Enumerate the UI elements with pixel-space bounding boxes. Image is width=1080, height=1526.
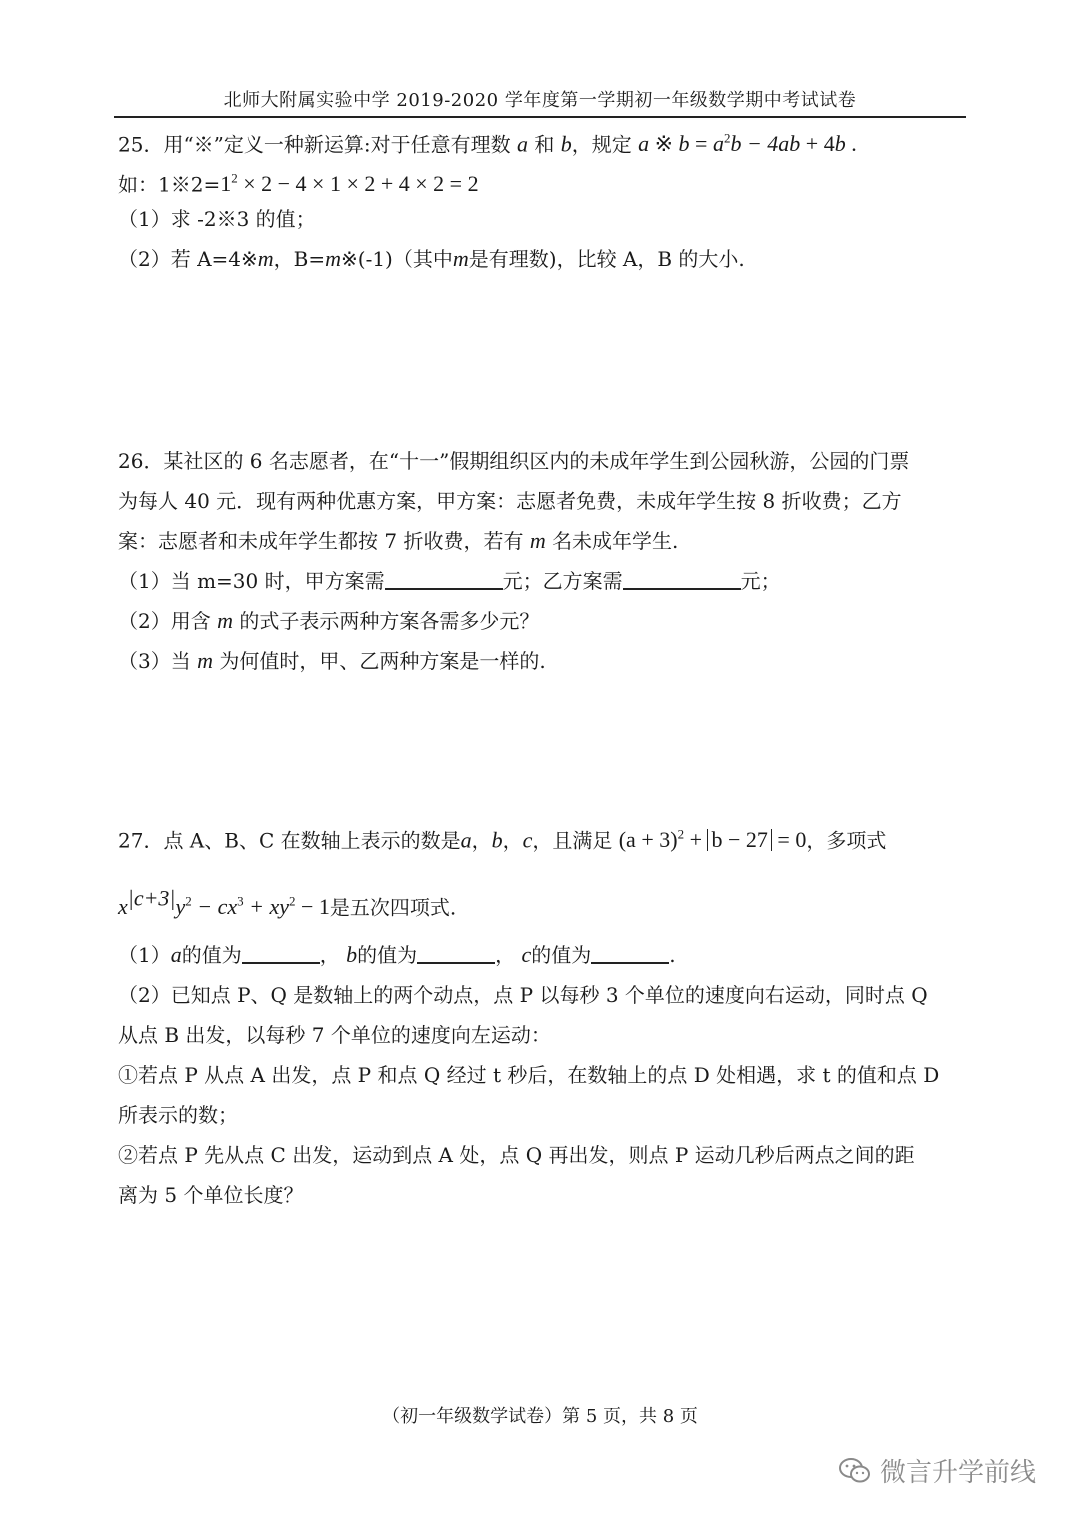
q26-stem-line1: 26．某社区的 6 名志愿者，在“十一”假期组织区内的未成年学生到公园秋游，公园的门票: [118, 449, 910, 473]
q26-part3: （3）当 m 为何值时，甲、乙两种方案是一样的.: [118, 648, 546, 673]
q26-stem-line2: 为每人 40 元．现有两种优惠方案，甲方案：志愿者免费，未成年学生按 8 折收费；乙方: [118, 489, 902, 513]
q27-case1-line2: 所表示的数；: [118, 1103, 238, 1127]
q27-case2-line2: 离为 5 个单位长度？: [118, 1183, 304, 1207]
q25-part2: （2）若 A=4※m，B=m※(-1)（其中m是有理数)，比较 A，B 的大小.: [118, 246, 745, 271]
answer-blank[interactable]: [623, 568, 741, 590]
q26-stem-line3: 案：志愿者和未成年学生都按 7 折收费，若有 m 名未成年学生.: [118, 528, 679, 553]
answer-blank[interactable]: [385, 568, 503, 590]
q27-case2-line1: ②若点 P 先从点 C 出发，运动到点 A 处，点 Q 再出发，则点 P 运动几秒后两点之间的距: [118, 1143, 915, 1167]
q26-part1: （1）当 m=30 时，甲方案需 元；乙方案需 元；: [118, 569, 781, 593]
page-header: 北师大附属实验中学 2019-2020 学年度第一学期初一年级数学期中考试试卷: [114, 86, 966, 118]
watermark-text: 微言升学前线: [880, 1458, 1037, 1488]
q27-part2-line2: 从点 B 出发，以每秒 7 个单位的速度向左运动：: [118, 1023, 551, 1047]
q25-part1: （1）求 -2※3 的值；: [118, 207, 316, 231]
q27-part1: （1）a的值为 ， b的值为 ， c的值为 .: [118, 942, 676, 967]
q27-polynomial: $x^{|c+3|}y^2 - cx^3 + xy^2 - 1$是五次四项式.: [118, 886, 457, 920]
answer-blank[interactable]: [591, 942, 669, 964]
q25-stem: 25．用“※”定义一种新运算:对于任意有理数 a 和 b，规定 a ※ $b = a^2b - 4ab + 4b$ .: [118, 131, 857, 157]
q27-stem-line1: 27．点 A、B、C 在数轴上表示的数是a，b，c，且满足 $(a + 3)^2 + b - 27 = 0$，多项式: [118, 827, 887, 853]
answer-blank[interactable]: [242, 942, 320, 964]
q26-part2: （2）用含 m 的式子表示两种方案各需多少元？: [118, 608, 540, 633]
q27-case1-line1: ①若点 P 从点 A 出发，点 P 和点 Q 经过 t 秒后，在数轴上的点 D 处相遇，求 t 的值和点 D: [118, 1063, 940, 1087]
q25-example: 如：$1※2=1^2 \times 2 - 4 \times 1 \times 2 + 4 \times 2 = 2$: [118, 171, 479, 197]
watermark: [838, 1452, 1036, 1489]
q27-part2-line1: （2）已知点 P、Q 是数轴上的两个动点，点 P 以每秒 3 个单位的速度向右运动，同时点 Q: [118, 983, 928, 1007]
page-footer: （初一年级数学试卷）第 5 页，共 8 页: [382, 1406, 698, 1427]
answer-blank[interactable]: [417, 942, 495, 964]
wechat-logo-icon: [838, 1456, 872, 1486]
